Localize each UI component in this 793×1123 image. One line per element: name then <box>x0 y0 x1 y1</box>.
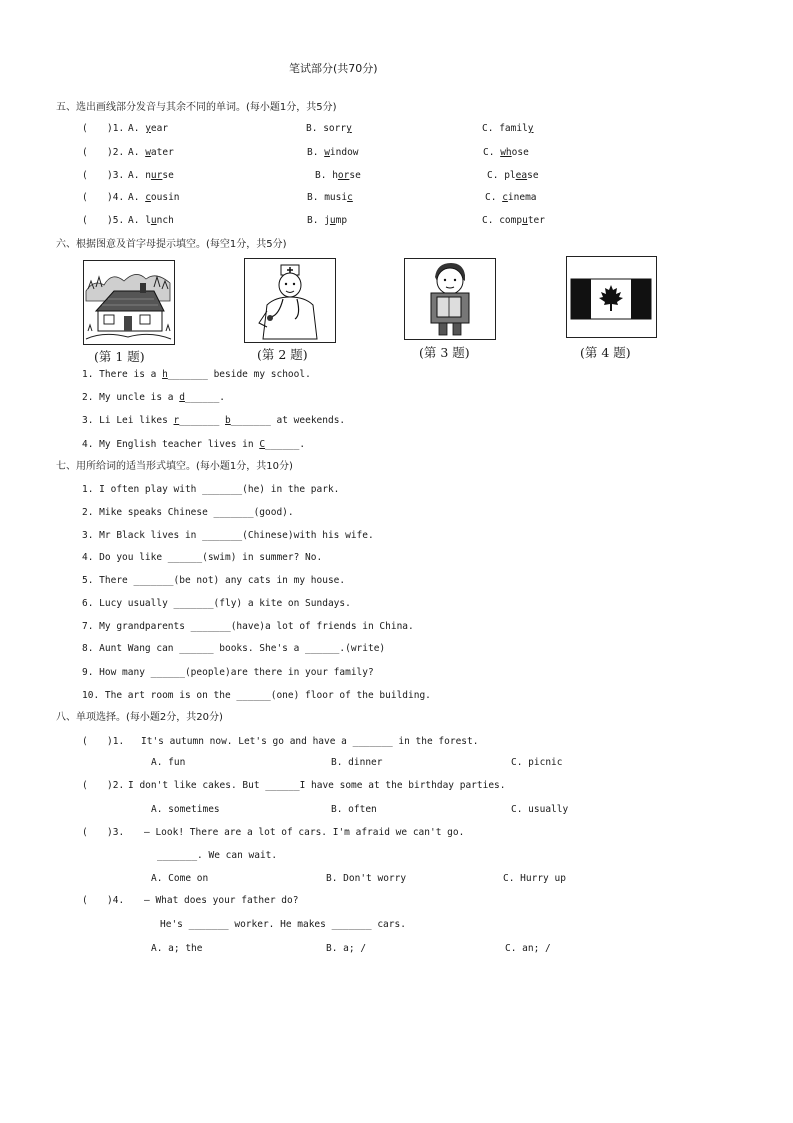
s5-number: )5. <box>107 215 125 226</box>
s7-item: 2. Mike speaks Chinese _______(good). <box>82 507 294 518</box>
section-8-heading: 八、单项选择。(每小题2分，共20分) <box>56 712 223 723</box>
s6-item-4: 4. My English teacher lives in C______. <box>82 439 306 450</box>
s5-option-c: C. whose <box>483 147 529 158</box>
canada-flag-picture <box>566 256 657 338</box>
s8-paren: ( <box>82 780 88 791</box>
s7-item: 10. The art room is on the ______(one) floor of the building. <box>82 690 431 701</box>
s8-question: — What does your father do? <box>144 895 299 906</box>
picture-2-caption: (第 2 题) <box>257 347 308 362</box>
s5-paren: ( <box>82 147 88 158</box>
s8-option-c: C. usually <box>511 804 569 815</box>
s7-item: 3. Mr Black lives in _______(Chinese)with his wife. <box>82 530 374 541</box>
s7-item: 8. Aunt Wang can ______ books. She's a ______.(write) <box>82 643 386 654</box>
section-7-heading: 七、用所给词的适当形式填空。(每小题1分，共10分) <box>56 461 293 472</box>
s7-item: 1. I often play with _______(he) in the park. <box>82 484 340 495</box>
section-5-heading: 五、选出画线部分发音与其余不同的单词。(每小题1分，共5分) <box>56 102 337 113</box>
s5-option-c: C. please <box>487 170 539 181</box>
s5-option-b: B. jump <box>307 215 348 226</box>
s7-item: 6. Lucy usually _______(fly) a kite on Sundays. <box>82 598 351 609</box>
s5-option-a: A. lunch <box>128 215 174 226</box>
s8-paren: ( <box>82 827 88 838</box>
s8-option-b: B. Don't worry <box>326 873 407 884</box>
s8-number: )3. <box>107 827 125 838</box>
s8-number: )4. <box>107 895 125 906</box>
s8-question-line2: _______. We can wait. <box>157 850 278 861</box>
s5-option-a: A. cousin <box>128 192 180 203</box>
s6-item-3: 3. Li Lei likes r_______ b_______ at weekends. <box>82 415 346 426</box>
s5-option-c: C. cinema <box>485 192 537 203</box>
house-picture <box>83 260 175 345</box>
s8-option-a: A. sometimes <box>151 804 220 815</box>
s8-question-line2: He's _______ worker. He makes _______ cars. <box>160 919 406 930</box>
s5-option-a: A. nurse <box>128 170 174 181</box>
s8-paren: ( <box>82 736 88 747</box>
picture-3-caption: (第 3 题) <box>419 345 470 360</box>
s8-option-a: A. fun <box>151 757 186 768</box>
page-title: 笔试部分(共70分) <box>289 62 378 75</box>
s5-paren: ( <box>82 123 88 134</box>
s5-paren: ( <box>82 215 88 226</box>
s5-paren: ( <box>82 170 88 181</box>
s8-number: )1. <box>107 736 125 747</box>
s8-number: )2. <box>107 780 125 791</box>
s6-item-1: 1. There is a h_______ beside my school. <box>82 369 311 380</box>
s5-option-c: C. family <box>482 123 534 134</box>
s5-option-b: B. music <box>307 192 353 203</box>
s8-option-c: C. an; / <box>505 943 551 954</box>
s5-option-c: C. computer <box>482 215 545 226</box>
s7-item: 7. My grandparents _______(have)a lot of friends in China. <box>82 621 414 632</box>
s5-option-b: B. sorry <box>306 123 352 134</box>
s8-option-b: B. a; / <box>326 943 367 954</box>
boy-reading-picture <box>404 258 496 340</box>
s5-number: )4. <box>107 192 125 203</box>
s8-question: — Look! There are a lot of cars. I'm afraid we can't go. <box>144 827 465 838</box>
s8-option-a: A. Come on <box>151 873 209 884</box>
s8-option-c: C. Hurry up <box>503 873 566 884</box>
s5-number: )2. <box>107 147 125 158</box>
doctor-picture <box>244 258 336 343</box>
picture-1-caption: (第 1 题) <box>94 349 145 364</box>
s5-number: )1. <box>107 123 125 134</box>
s5-option-b: B. horse <box>315 170 361 181</box>
section-6-heading: 六、根据图意及首字母提示填空。(每空1分，共5分) <box>56 239 287 250</box>
s7-item: 9. How many ______(people)are there in your family? <box>82 667 374 678</box>
s5-number: )3. <box>107 170 125 181</box>
s8-option-a: A. a; the <box>151 943 203 954</box>
s7-item: 4. Do you like ______(swim) in summer? No. <box>82 552 323 563</box>
s5-option-b: B. window <box>307 147 359 158</box>
s8-question: I don't like cakes. But ______I have some at the birthday parties. <box>128 780 506 791</box>
s5-option-a: A. year <box>128 123 169 134</box>
s8-question: It's autumn now. Let's go and have a _______ in the forest. <box>141 736 479 747</box>
s7-item: 5. There _______(be not) any cats in my house. <box>82 575 346 586</box>
s8-option-b: B. dinner <box>331 757 383 768</box>
s8-option-b: B. often <box>331 804 377 815</box>
s6-item-2: 2. My uncle is a d______. <box>82 392 226 403</box>
picture-4-caption: (第 4 题) <box>580 345 631 360</box>
s8-option-c: C. picnic <box>511 757 563 768</box>
s5-paren: ( <box>82 192 88 203</box>
s8-paren: ( <box>82 895 88 906</box>
s5-option-a: A. water <box>128 147 174 158</box>
